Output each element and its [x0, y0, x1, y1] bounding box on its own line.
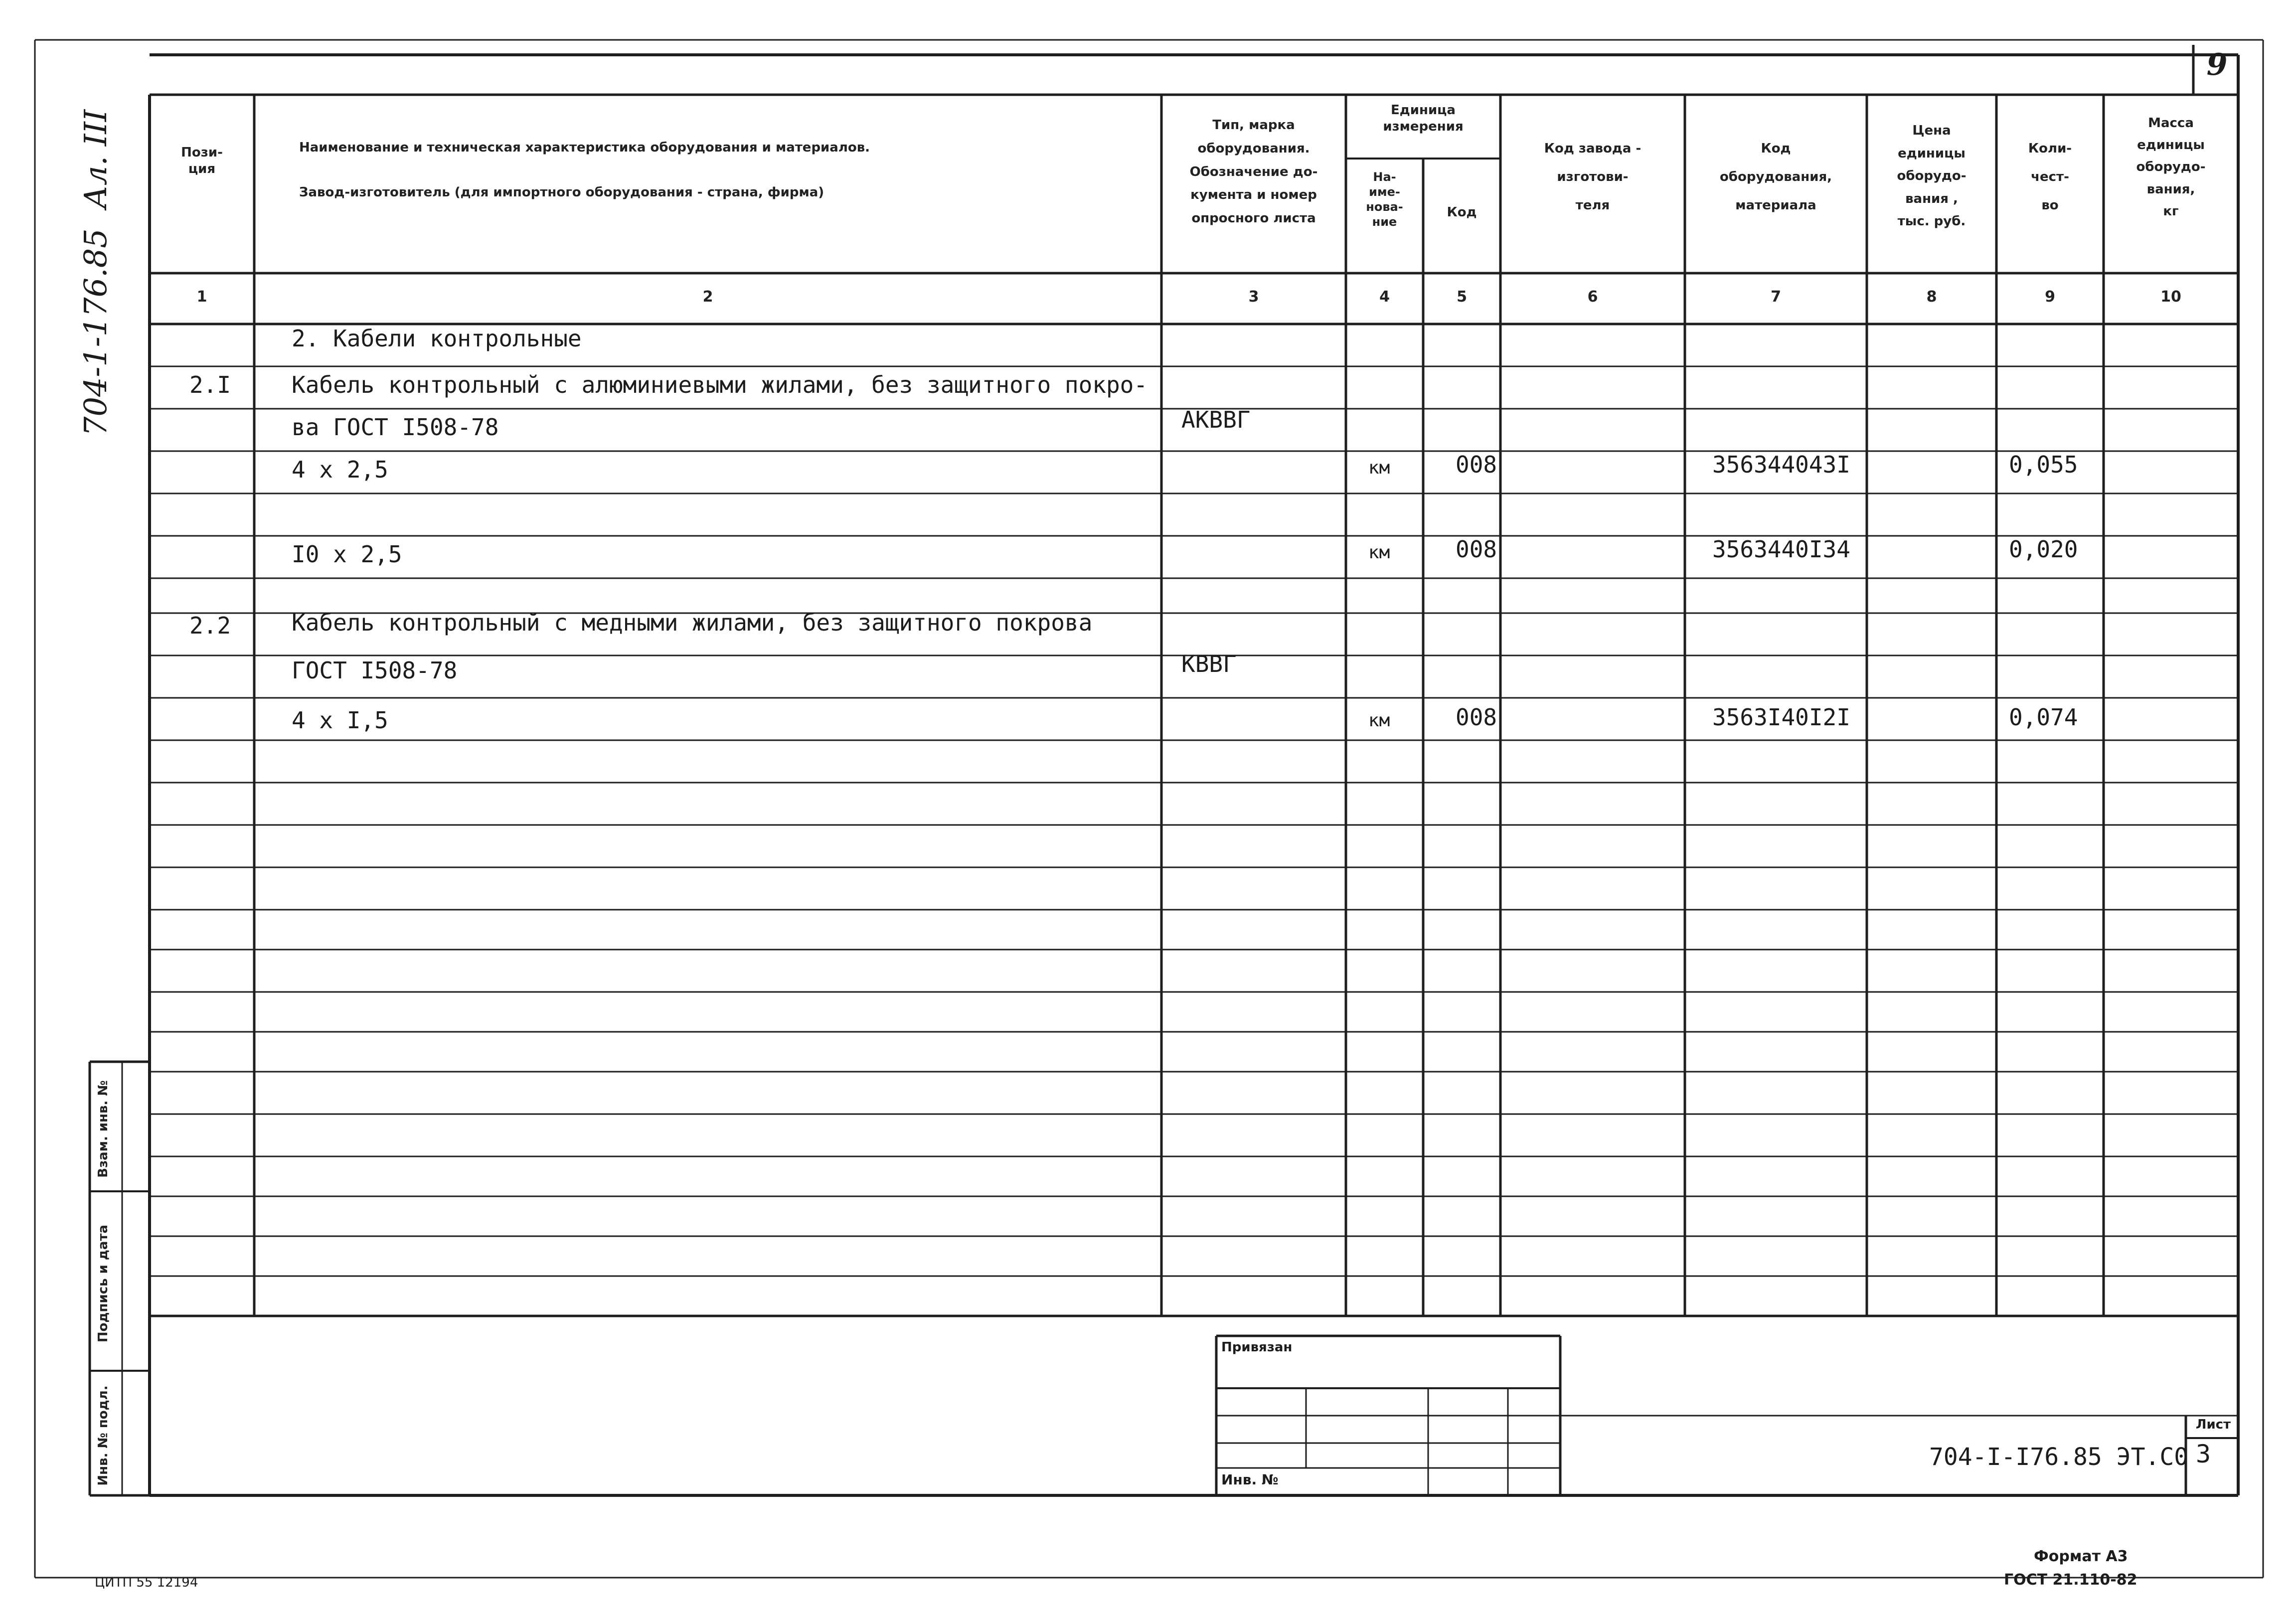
col-num-9: 9: [2045, 288, 2055, 306]
table-row-pos: 2.2: [189, 612, 231, 639]
album-text: Ал. III: [77, 109, 114, 209]
table-row-unit: км: [1368, 710, 1390, 731]
table-row-type: КВВГ: [1181, 650, 1237, 677]
table-row-name: Кабель контрольный с алюминиевыми жилами, без защитного покро-: [292, 371, 1148, 398]
header-position: Пози- ция: [181, 145, 223, 176]
side-code: [77, 77, 112, 436]
table-row-quantity: 0,020: [2009, 536, 2078, 563]
col-num-6: 6: [1587, 288, 1598, 306]
header-unit-name: На- име- нова- ние: [1366, 170, 1403, 229]
table-row-quantity: 0,055: [2009, 451, 2078, 478]
table-row-item-code: 3563440I34: [1712, 536, 1850, 563]
table-row-name: ва ГОСТ I508-78: [292, 414, 499, 441]
table-row-name: 4 x 2,5: [292, 456, 388, 483]
table-row-unit: км: [1368, 542, 1390, 563]
col-num-2: 2: [702, 288, 713, 306]
header-name-line1: Наименование и техническая характеристика оборудования и материалов.: [299, 140, 870, 155]
table-row-unit-code: 008: [1456, 536, 1497, 563]
stamp-privyazan: Привязан: [1221, 1340, 1293, 1355]
format-label: Формат А3: [2034, 1548, 2128, 1565]
col-num-4: 4: [1379, 288, 1390, 306]
side-stamp-inv-podl: Инв. № подл.: [96, 1385, 111, 1486]
table-row-item-code: 3563I40I2I: [1712, 704, 1850, 731]
table-row-unit-code: 008: [1456, 704, 1497, 731]
gost-label: ГОСТ 21.110-82: [2004, 1571, 2137, 1589]
table-row-unit: км: [1368, 458, 1390, 478]
table-row-unit-code: 008: [1456, 451, 1497, 478]
header-unit-code: Код: [1447, 205, 1477, 220]
header-type: Тип, марка оборудования. Обозначение до- кумента и номер опросного листа: [1189, 118, 1318, 226]
header-name-line2: Завод-изготовитель (для импортного оборудования - страна, фирма): [299, 185, 824, 200]
header-plant-code: Код завода - изготови- теля: [1544, 141, 1641, 213]
col-num-3: 3: [1248, 288, 1259, 306]
header-item-code: Код оборудования, материала: [1719, 141, 1832, 213]
side-code-text: 704-1-176.85: [77, 228, 114, 436]
header-mass: Масса единицы оборудо- вания, кг: [2136, 116, 2206, 219]
side-stamp-vzam-inv: Взам. инв. №: [96, 1080, 111, 1178]
table-row-item-code: 356344043I: [1712, 451, 1850, 478]
col-num-7: 7: [1771, 288, 1781, 306]
col-num-1: 1: [196, 288, 207, 306]
table-row-section-title: 2. Кабели контрольные: [292, 325, 582, 352]
sheet-number: 9: [2206, 47, 2228, 82]
col-num-10: 10: [2160, 288, 2181, 306]
table-row-quantity: 0,074: [2009, 704, 2078, 731]
document-code: 704-I-I76.85 ЭТ.С0: [1929, 1443, 2189, 1471]
side-stamp-sign-date: Подпись и дата: [96, 1224, 111, 1343]
table-row-type: АКВВГ: [1181, 406, 1251, 433]
table-row-pos: 2.I: [189, 371, 231, 398]
table-row-name: Кабель контрольный с медными жилами, без защитного покрова: [292, 609, 1093, 636]
sheet-label: Лист: [2195, 1417, 2231, 1432]
header-price: Цена единицы оборудо- вания , тыс. руб.: [1897, 123, 1967, 229]
table-row-name: 4 x I,5: [292, 707, 388, 734]
header-unit: Единица измерения: [1383, 103, 1464, 134]
col-num-8: 8: [1926, 288, 1937, 306]
stamp-inv-no: Инв. №: [1221, 1471, 1279, 1488]
col-num-5: 5: [1457, 288, 1467, 306]
print-mark: ЦИТП 55 12194: [95, 1575, 198, 1590]
table-row-name: I0 x 2,5: [292, 541, 402, 568]
sheet-value: 3: [2195, 1440, 2211, 1468]
table-row-name: ГОСТ I508-78: [292, 657, 458, 684]
header-quantity: Коли- чест- во: [2028, 141, 2072, 213]
